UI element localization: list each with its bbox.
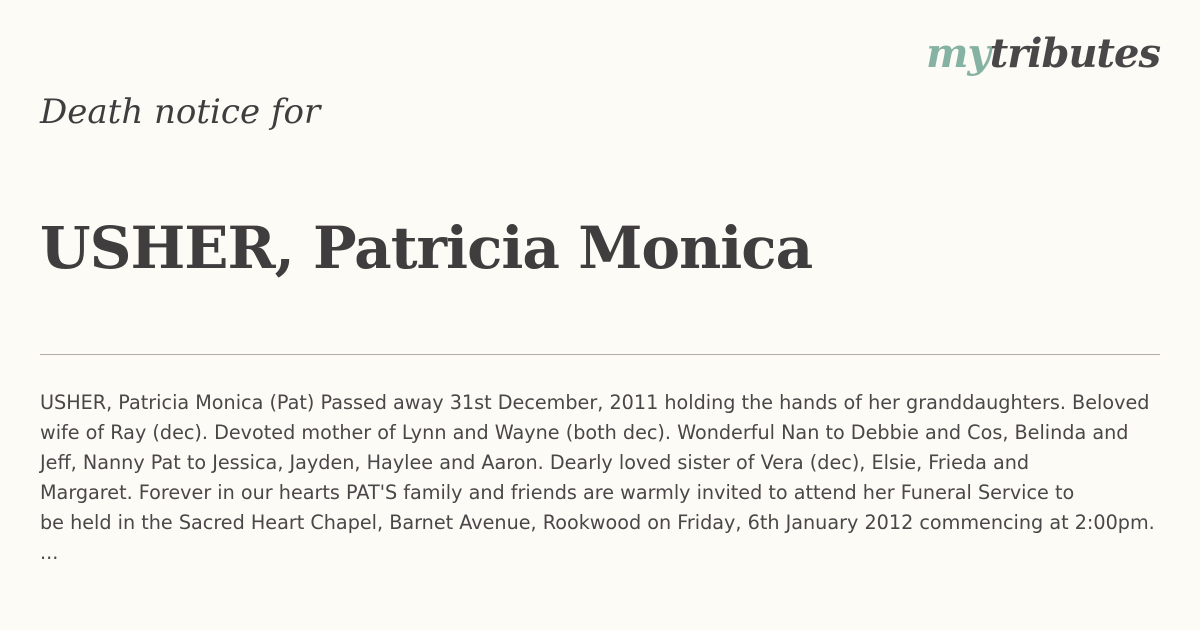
mytributes-logo[interactable] [926, 30, 1160, 77]
deceased-name: USHER, Patricia Monica [40, 214, 813, 282]
logo-tributes: tributes [989, 30, 1160, 77]
notice-line: USHER, Patricia Monica (Pat) Passed away 31st December, 2011 holding the hands of her granddaughters. Beloved [40, 391, 1150, 414]
notice-text [40, 388, 1190, 568]
death-notice-heading: Death notice for [40, 92, 321, 132]
notice-line: Margaret. Forever in our hearts PAT'S family and friends are warmly invited to attend her Funeral Service to [40, 481, 1075, 504]
notice-line: be held in the Sacred Heart Chapel, Barnet Avenue, Rookwood on Friday, 6th January 2012 commencing at 2:00pm. [40, 511, 1155, 534]
notice-line: Jeff, Nanny Pat to Jessica, Jayden, Haylee and Aaron. Dearly loved sister of Vera (dec), Elsie, Frieda and [40, 451, 1030, 474]
notice-ellipsis: ... [40, 541, 59, 564]
logo-my: my [926, 30, 990, 77]
notice-line: wife of Ray (dec). Devoted mother of Lynn and Wayne (both dec). Wonderful Nan to Debbie and Cos, Belinda and [40, 421, 1129, 444]
divider [40, 354, 1160, 355]
